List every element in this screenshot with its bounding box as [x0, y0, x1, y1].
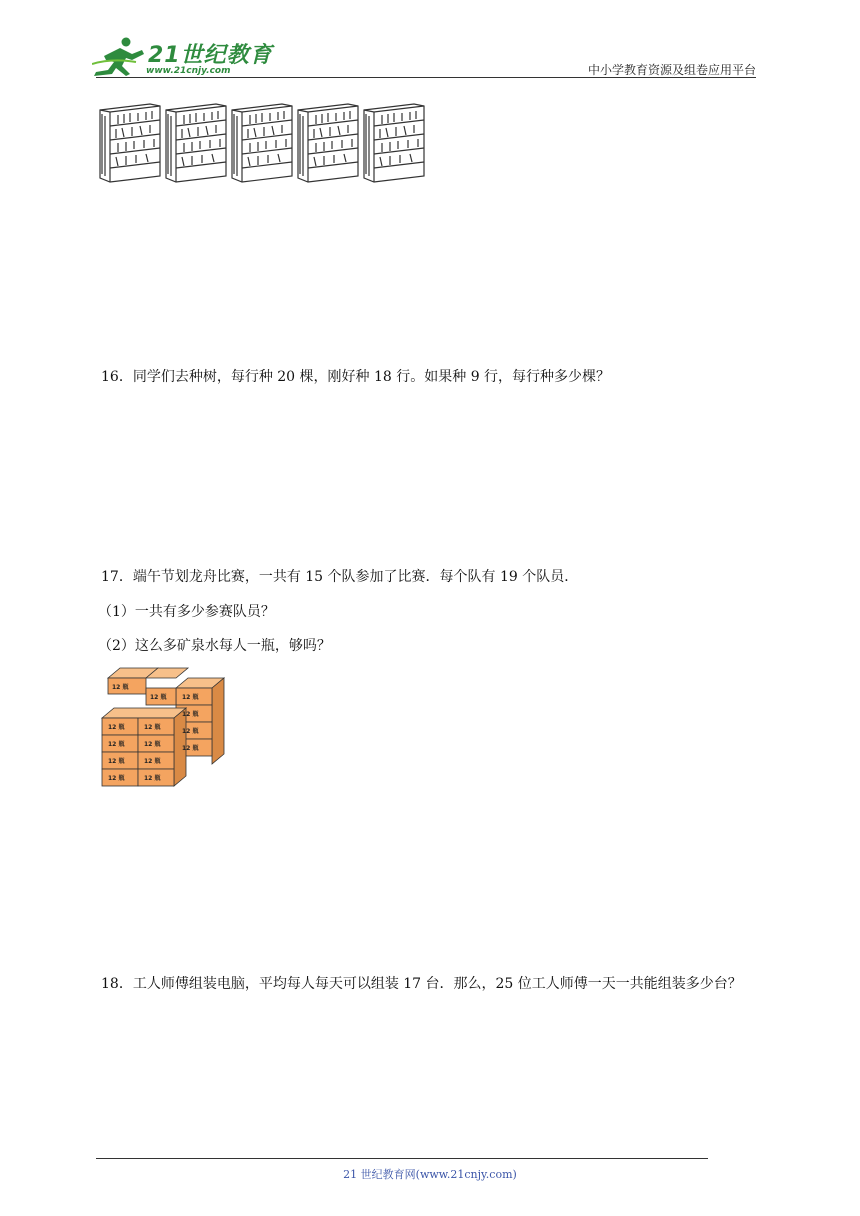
platform-title: 中小学教育资源及组卷应用平台	[587, 63, 756, 77]
box-label: 12 瓶	[108, 758, 125, 765]
box-label: 12 瓶	[144, 724, 161, 731]
footer-divider	[96, 1158, 708, 1159]
box-label: 12 瓶	[144, 775, 161, 782]
logo-url: www.21cnjy.com	[146, 66, 231, 76]
logo-text: 21世纪教育	[148, 43, 273, 68]
box-label: 12 瓶	[182, 694, 199, 701]
box-label: 12 瓶	[112, 684, 129, 691]
water-boxes-illustration	[100, 664, 228, 788]
question-17: 17．端午节划龙舟比赛，一共有 15 个队参加了比赛．每个队有 19 个队员．	[101, 569, 579, 585]
question-17-part-2: （2）这么多矿泉水每人一瓶，够吗？	[98, 638, 331, 654]
box-label: 12 瓶	[108, 775, 125, 782]
box-label: 12 瓶	[182, 745, 199, 752]
header-divider	[96, 77, 756, 78]
box-label: 12 瓶	[144, 741, 161, 748]
box-label: 12 瓶	[108, 741, 125, 748]
box-label: 12 瓶	[108, 724, 125, 731]
question-17-part-1: （1）一共有多少参赛队员？	[98, 604, 275, 620]
footer-link[interactable]: 21 世纪教育网(www.21cnjy.com)	[343, 1168, 517, 1181]
bookshelves-illustration	[98, 100, 438, 184]
question-16: 16．同学们去种树，每行种 20 棵，刚好种 18 行。如果种 9 行，每行种多少棵？	[101, 369, 611, 385]
box-label: 12 瓶	[182, 711, 199, 718]
question-18: 18．工人师傅组装电脑，平均每人每天可以组装 17 台．那么，25 位工人师傅一天一共能组装多少台？	[101, 976, 742, 992]
box-label: 12 瓶	[144, 758, 161, 765]
box-label: 12 瓶	[150, 694, 167, 701]
box-label: 12 瓶	[182, 728, 199, 735]
